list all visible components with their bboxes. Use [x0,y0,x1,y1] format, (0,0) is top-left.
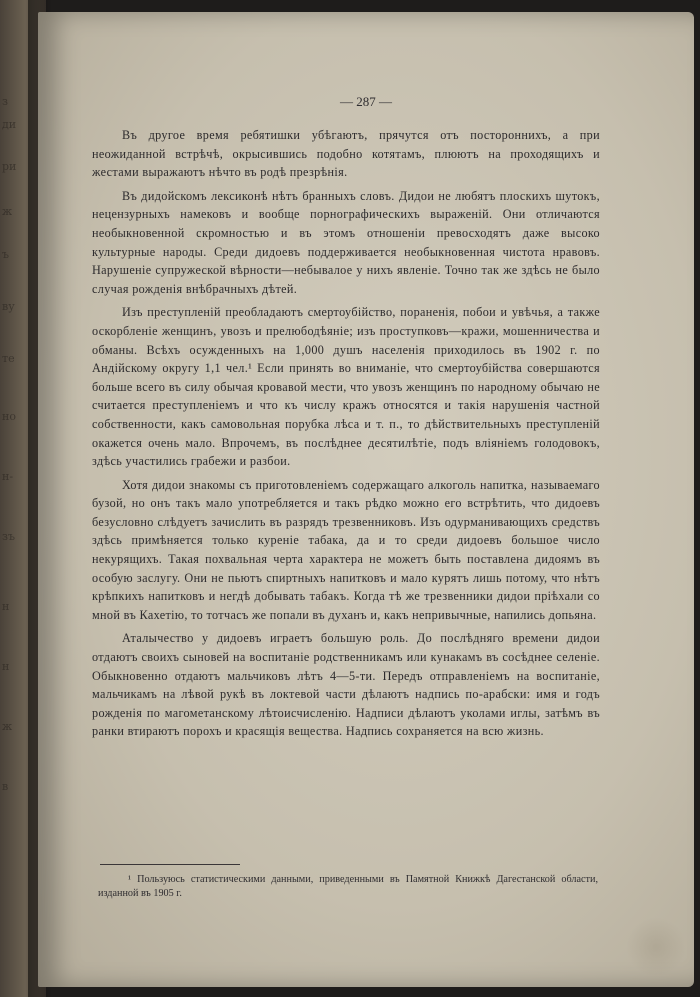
footnote: ¹ Пользуюсь статистическими данными, приведенными въ Памятной Книжкѣ Дагестанской области, изданной въ 1905 г. [98,874,598,899]
left-page-fragment: ъ [2,248,9,261]
left-page-fragment: те [2,352,15,365]
left-page-fragment: н [2,600,10,613]
left-page-fragment: в [2,780,9,793]
paragraph: Аталычество у дидоевъ играетъ большую роль. До послѣдняго времени дидои отдаютъ своихъ сыновей на воспитаніе родственникамъ или кунакамъ въ сосѣднее селеніе. Обыкновенно отдаютъ мальчиковъ лѣтъ 4—5-ти. Передъ отправленіемъ на воспитаніе, мальчикамъ на лѣвой рукѣ въ локтевой части дѣлаютъ надпись по-арабски: имя и годъ рожденія по магометанскому лѣтоисчисленію. Надписи дѣлаютъ уколами иглы, затѣмъ въ ранки втираютъ порохъ и красящія вещества. Надпись сохраняется на всю жизнь. [92,631,600,739]
paper-stain [626,917,686,977]
left-page-fragment: ри [2,160,17,173]
left-page-fragment: ди [2,118,17,131]
left-page-fragment: н- [2,470,14,483]
left-page-fragment: н [2,660,10,673]
left-page-fragment: но [2,410,16,423]
paragraph: Изъ преступленій преобладаютъ смертоубійство, пораненія, побои и увѣчья, а также оскорбленіе женщинъ, увозъ и прелюбодѣяніе; изъ проступковъ—кражи, мошенничества и обманы. Всѣхъ осужденныхъ на 1,000 душъ населенія приходилось въ 1902 г. по Андійскому округу 1,1 чел.¹ Если принять во вниманіе, что смертоубійства совершаются больше всего въ силу обычая кровавой мести, что увозъ женщинъ по народному обычаю не считается преступленіемъ и что къ числу кражъ относятся и такія нарушенія частной собственности, какъ самовольная порубка лѣса и т. п., то дѣйствительныхъ преступленій окажется очень мало. Впрочемъ, въ послѣднее десятилѣтіе, подъ вліяніемъ голодовокъ, здѣсь участились грабежи и разбои. [92,305,600,469]
left-page-fragment: ж [2,205,13,218]
left-page-fragment: зъ [2,530,15,543]
left-page-fragment: з [2,95,8,108]
page-body [92,126,600,741]
page-number: — 287 — [340,94,392,109]
left-page-fragment: ж [2,720,13,733]
left-page-fragment: ву [2,300,15,313]
paragraph: Въ другое время ребятишки убѣгаютъ, прячутся отъ постороннихъ, а при неожиданной встрѣчѣ, окрысившись подобно котятамъ, плюютъ на проходящихъ и жестами выражаютъ нѣчто въ родѣ презрѣнія. [92,128,600,180]
book-page [38,12,694,987]
paragraph: Хотя дидои знакомы съ приготовленіемъ содержащаго алкоголь напитка, называемаго бузой, но онъ такъ мало употребляется и такъ рѣдко можно его встрѣтить, что дидоевъ безусловно слѣдуетъ зачислить въ разрядъ трезвенниковъ. Изъ одурманивающихъ средствъ здѣсь примѣняется только куреніе табака, да и то среди дидоевъ большое число некурящихъ. Такая похвальная черта характера не можетъ быть поставлена дидоямъ въ особую заслугу. Они не пьютъ спиртныхъ напитковъ и мало курятъ лишь потому, что нѣтъ крѣпкихъ напитковъ и негдѣ добывать табакъ. Когда тѣ же трезвенники дидои пріѣхали со мной въ Кахетію, то тотчасъ же попали въ духанъ и, какъ непривычные, напились допьяна. [92,477,600,622]
footnote-divider [100,864,240,865]
paragraph: Въ дидойскомъ лексиконѣ нѣтъ бранныхъ словъ. Дидои не любятъ плоскихъ шутокъ, нецензурныхъ намековъ и вообще порнографическихъ выраженій. Они отличаются необыкновенной скромностью и въ этомъ отношеніи превосходятъ даже высоко культурные народы. Среди дидоевъ поддерживается необыкновенная чистота нравовъ. Нарушеніе супружеской вѣрности—небывалое у нихъ явленіе. Точно так же здѣсь не было случая рожденія внѣбрачныхъ дѣтей. [92,188,600,296]
